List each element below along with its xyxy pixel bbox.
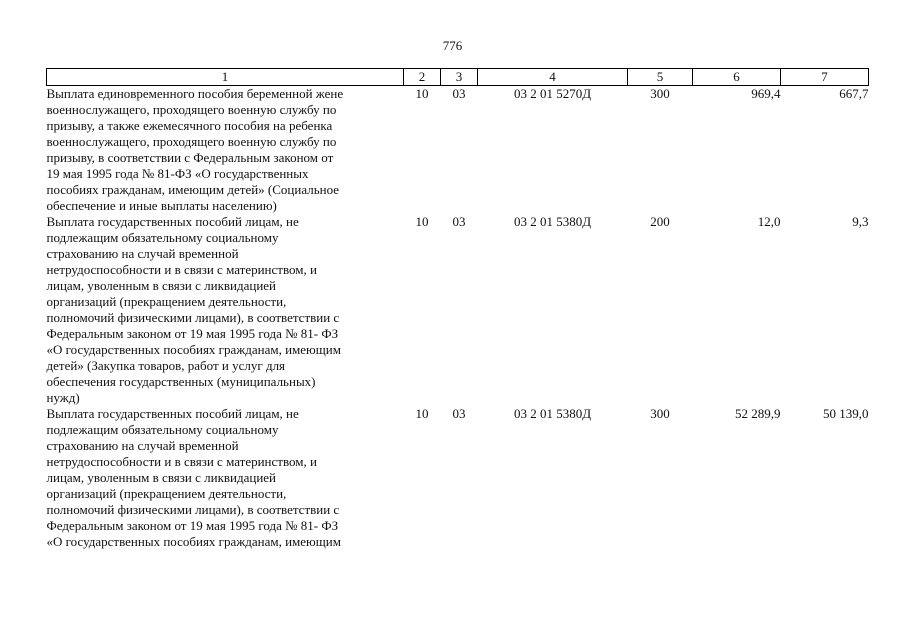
row-target-code: 03 2 01 5270Д	[513, 86, 592, 101]
header-col-3: 3	[441, 69, 478, 86]
row-amount-6: 969,4	[751, 86, 781, 101]
header-col-2: 2	[404, 69, 441, 86]
row-section: 10	[415, 86, 429, 101]
row-amount-7: 667,7	[839, 86, 869, 101]
header-col-7: 7	[781, 69, 869, 86]
row-section: 10	[415, 214, 429, 229]
table-row	[47, 406, 869, 550]
row-target-code: 03 2 01 5380Д	[513, 214, 592, 229]
row-expense-type: 300	[650, 406, 670, 421]
row-expense-type: 200	[650, 214, 670, 229]
row-description: Выплата государственных пособий лицам, не подлежащим обязательному социальному страхованию на случай временной нетрудоспособности и в связи с материнством, и лицам, уволенным в связи с ликвидацией организаций (прекращением деятельности, полномочий физическими лицами), в соответствии с Федеральным законом от 19 мая 1995 года № 81- ФЗ «О государственных пособиях гражданам, имеющим	[46, 406, 341, 549]
row-amount-6: 52 289,9	[735, 406, 781, 421]
table-row	[47, 214, 869, 406]
row-section: 10	[415, 406, 429, 421]
row-amount-7: 50 139,0	[823, 406, 869, 421]
row-description: Выплата государственных пособий лицам, не подлежащим обязательному социальному страхованию на случай временной нетрудоспособности и в связи с материнством, и лицам, уволенным в связи с ликвидацией организаций (прекращением деятельности, полномочий физическими лицами), в соответствии с Федеральным законом от 19 мая 1995 года № 81- ФЗ «О государственных пособиях гражданам, имеющим детей» (Закупка товаров, работ и услуг для обеспечения государственных (муниципальных) нужд)	[46, 214, 341, 405]
table-header	[47, 69, 869, 86]
header-col-6: 6	[693, 69, 781, 86]
row-target-code: 03 2 01 5380Д	[513, 406, 592, 421]
header-col-1: 1	[47, 69, 404, 86]
page-number: 776	[442, 38, 463, 53]
row-amount-6: 12,0	[757, 214, 781, 229]
header-col-5: 5	[628, 69, 693, 86]
row-subsection: 03	[452, 406, 466, 421]
row-expense-type: 300	[650, 86, 670, 101]
table-row	[47, 86, 869, 215]
header-col-4: 4	[478, 69, 628, 86]
budget-table	[46, 68, 869, 550]
row-description: Выплата единовременного пособия беременной жене военнослужащего, проходящего военную службу по призыву, а также ежемесячного пособия на ребенка военнослужащего, проходящего военную службу по призыву, в соответствии с Федеральным законом от 19 мая 1995 года № 81-ФЗ «О государственных пособиях гражданам, имеющим детей» (Социальное обеспечение и иные выплаты населению)	[46, 86, 344, 213]
row-subsection: 03	[452, 214, 466, 229]
row-subsection: 03	[452, 86, 466, 101]
row-amount-7: 9,3	[852, 214, 869, 229]
